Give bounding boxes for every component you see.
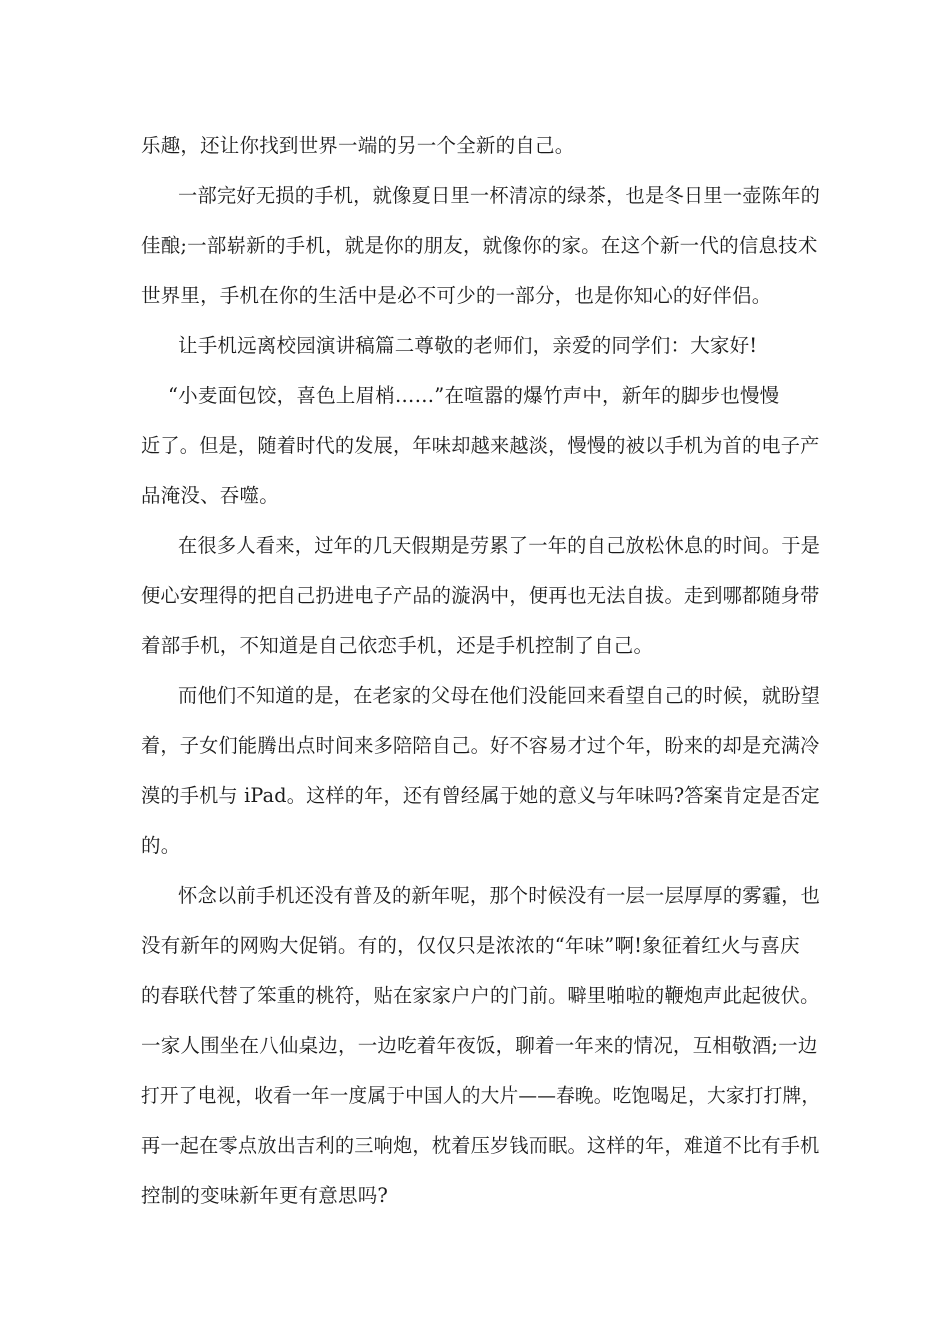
text-line: 世界里，手机在你的生活中是必不可少的一部分，也是你知心的好伴侣。 <box>141 284 772 307</box>
text-line: 的。 <box>141 834 181 857</box>
text-line: 再一起在零点放出吉利的三响炮，枕着压岁钱而眠。这样的年，难道不比有手机 <box>141 1134 820 1157</box>
text-line: 乐趣，还让你找到世界一端的另一个全新的自己。 <box>141 134 575 157</box>
text-line: 漠的手机与 iPad。这样的年，还有曾经属于她的意义与年味吗?答案肯定是否定 <box>141 784 820 807</box>
text-line: 控制的变味新年更有意思吗? <box>141 1184 389 1207</box>
paragraph-start-line: “小麦面包饺，喜色上眉梢……”在喧嚣的爆竹声中，新年的脚步也慢慢 <box>168 384 780 407</box>
paragraph-start-line: 在很多人看来，过年的几天假期是劳累了一年的自己放松休息的时间。于是 <box>178 534 821 557</box>
paragraph-start-line: 一部完好无损的手机，就像夏日里一杯清凉的绿茶，也是冬日里一壶陈年的 <box>178 184 821 207</box>
text-line: 佳酿;一部崭新的手机，就是你的朋友，就像你的家。在这个新一代的信息技术 <box>141 234 818 257</box>
text-line: 一家人围坐在八仙桌边，一边吃着年夜饭，聊着一年来的情况，互相敬酒;一边 <box>141 1034 818 1057</box>
paragraph-start-line: 而他们不知道的是，在老家的父母在他们没能回来看望自己的时候，就盼望 <box>178 684 821 707</box>
paragraph-start-line: 让手机远离校园演讲稿篇二尊敬的老师们，亲爱的同学们：大家好! <box>178 334 758 357</box>
text-line: 近了。但是，随着时代的发展，年味却越来越淡，慢慢的被以手机为首的电子产 <box>141 434 820 457</box>
text-line: 着，子女们能腾出点时间来多陪陪自己。好不容易才过个年，盼来的却是充满冷 <box>141 734 820 757</box>
text-line: 便心安理得的把自己扔进电子产品的漩涡中，便再也无法自拔。走到哪都随身带 <box>141 584 820 607</box>
text-line: 没有新年的网购大促销。有的，仅仅只是浓浓的“年味”啊!象征着红火与喜庆 <box>141 934 800 957</box>
text-line: 品淹没、吞噬。 <box>141 484 279 507</box>
paragraph-start-line: 怀念以前手机还没有普及的新年呢，那个时候没有一层一层厚厚的雾霾，也 <box>178 884 821 907</box>
text-line: 打开了电视，收看一年一度属于中国人的大片——春晚。吃饱喝足，大家打打牌， <box>141 1084 821 1107</box>
text-line: 的春联代替了笨重的桃符，贴在家家户户的门前。噼里啪啦的鞭炮声此起彼伏。 <box>141 984 820 1007</box>
text-line: 着部手机，不知道是自己依恋手机，还是手机控制了自己。 <box>141 634 654 657</box>
